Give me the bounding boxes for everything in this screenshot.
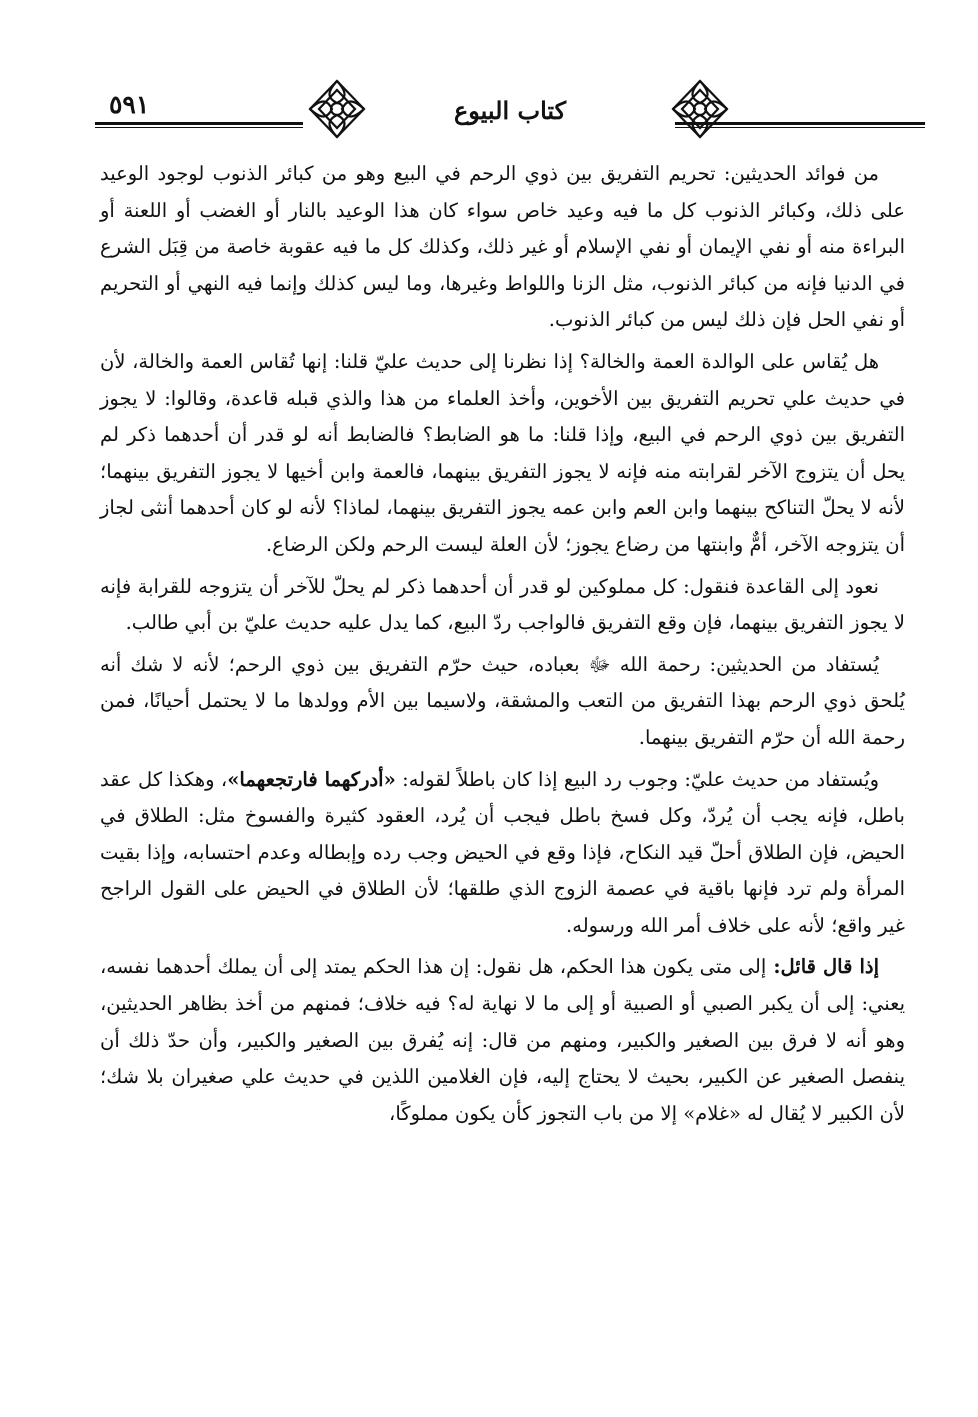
paragraph-lead: ويُستفاد من حديث عليّ: [678,767,879,791]
paragraph-text: تحريم التفريق بين ذوي الرحم في البيع وهو من كبائر الذنوب لوجود الوعيد على ذلك، وكبائر الذنوب كل ما فيه وعيد خاص سواء كان هذا الوعيد بالنار أو الغضب أو اللعنة أو البراءة منه أو نفي الإيمان أو نفي الإسلام أو غير ذلك، وكذلك كل ما فيه عقوبة خاصة من قِبَل الشرع في الدنيا فإنه من كبائر الذنوب، مثل الزنا واللواط وغيرها، وما ليس كذلك وإنما فيه النهي أو التحريم أو نفي الحل فإن ذلك ليس من كبائر الذنوب. [100,162,905,332]
paragraph [100,949,905,1132]
page-number: ٥٩١ [109,90,150,119]
paragraph-text: هل يُقاس على الوالدة العمة والخالة؟ إذا نظرنا إلى حديث عليّ قلنا: إنها تُقاس العمة والخالة، لأن في حديث علي تحريم التفريق بين الأخوين، وأخذ العلماء من هذا والذي قبله قاعدة، وقالوا: لا يجوز التفريق بين ذوي الرحم في البيع، وإذا قلنا: ما هو الضابط؟ فالضابط أنه لو قدر أن أحدهما ذكر لم يحل أن يتزوج الآخر لقرابته منه فإنه لا يجوز التفريق بينهما، فالعمة وابن أخيها لا يجوز التفريق بينهما؛ لأنه لا يحلّ التناكح بينهما وابن العم وابن عمه يجوز التفريق بينهما، لماذا؟ لأنه لو كان أحدهما أنثى لجاز أن يتزوجه الآخر، أمٌّ وابنتها من رضاع يجوز؛ لأن العلة ليست الرحم ولكن الرضاع. [100,349,905,556]
paragraph-lead: إذا قال قائل: [766,955,879,979]
paragraph-lead: يُستفاد من الحديثين: [700,652,880,676]
paragraph-text: إلى متى يكون هذا الحكم، هل نقول: إن هذا الحكم يمتد إلى أن يملك أحدهما نفسه، يعني: إلى أن يكبر الصبي أو الصبية أو إلى ما لا نهاية له؟ فيه خلاف؛ فمنهم من أخذ بظاهر الحديثين، وهو أنه لا فرق بين الصغير والكبير، ومنهم من قال: إنه يُفرق بين الصغير والكبير، وأن حدّ ذلك أن ينفصل الصغير عن الكبير، بحيث لا يحتاج إليه، فإن الغلامين اللذين في حديث علي صغيران بلا شك؛ لأن الكبير لا يُقال له «غلام» إلا من باب التجوز كأن يكون مملوكًا، [100,955,905,1125]
header-rule-left [95,122,303,128]
paragraph-text: ، وهكذا كل عقد باطل، فإنه يجب أن يُردّ، وكل فسخ باطل فيجب أن يُرد، العقود كثيرة والفسوخ مثل: الطلاق في الحيض، فإن الطلاق أحلّ قيد النكاح، فإذا وقع في الحيض وجب رده وإبطاله وعدم احتسابه، وإذا بقيت المرأة ولم ترد فإنها باقية في عصمة الزوج الذي طلقها؛ لأن الطلاق في الحيض على القول الراجح غير واقع؛ لأنه على خلاف أمر الله ورسوله. [100,767,905,937]
ornament-icon [670,78,730,140]
page-header [95,78,925,148]
paragraph-text: وجوب رد البيع إذا كان باطلاً لقوله: [395,767,679,791]
paragraph-text: رحمة الله ﷻ بعباده، حيث حرّم التفريق بين ذوي الرحم؛ لأنه لا شك أنه يُلحق ذوي الرحم بهذا التفريق من التعب والمشقة، ولاسيما بين الأم وولدها ما لا يحتمل أحيانًا، فمن رحمة الله أن حرّم التفريق بينهما. [100,652,905,749]
paragraph [100,569,905,642]
body-text [100,156,905,1137]
hadith-quote: «أدركهما فارتجعهما» [227,767,396,791]
paragraph [100,762,905,945]
paragraph [100,344,905,564]
paragraph-lead: من فوائد الحديثين: [715,162,879,185]
paragraph [100,156,905,339]
page-title: كتاب البيوع [453,96,567,125]
header-rule-right [675,122,925,128]
paragraph-text: نعود إلى القاعدة فنقول: كل مملوكين لو قدر أن أحدهما ذكر لم يحلّ للآخر أن يتزوجه للقرابة فإنه لا يجوز التفريق بينهما، فإن وقع التفريق فالواجب ردّ البيع، كما يدل عليه حديث عليّ بن أبي طالب. [100,574,905,635]
paragraph [100,647,905,757]
ornament-icon [307,78,367,140]
